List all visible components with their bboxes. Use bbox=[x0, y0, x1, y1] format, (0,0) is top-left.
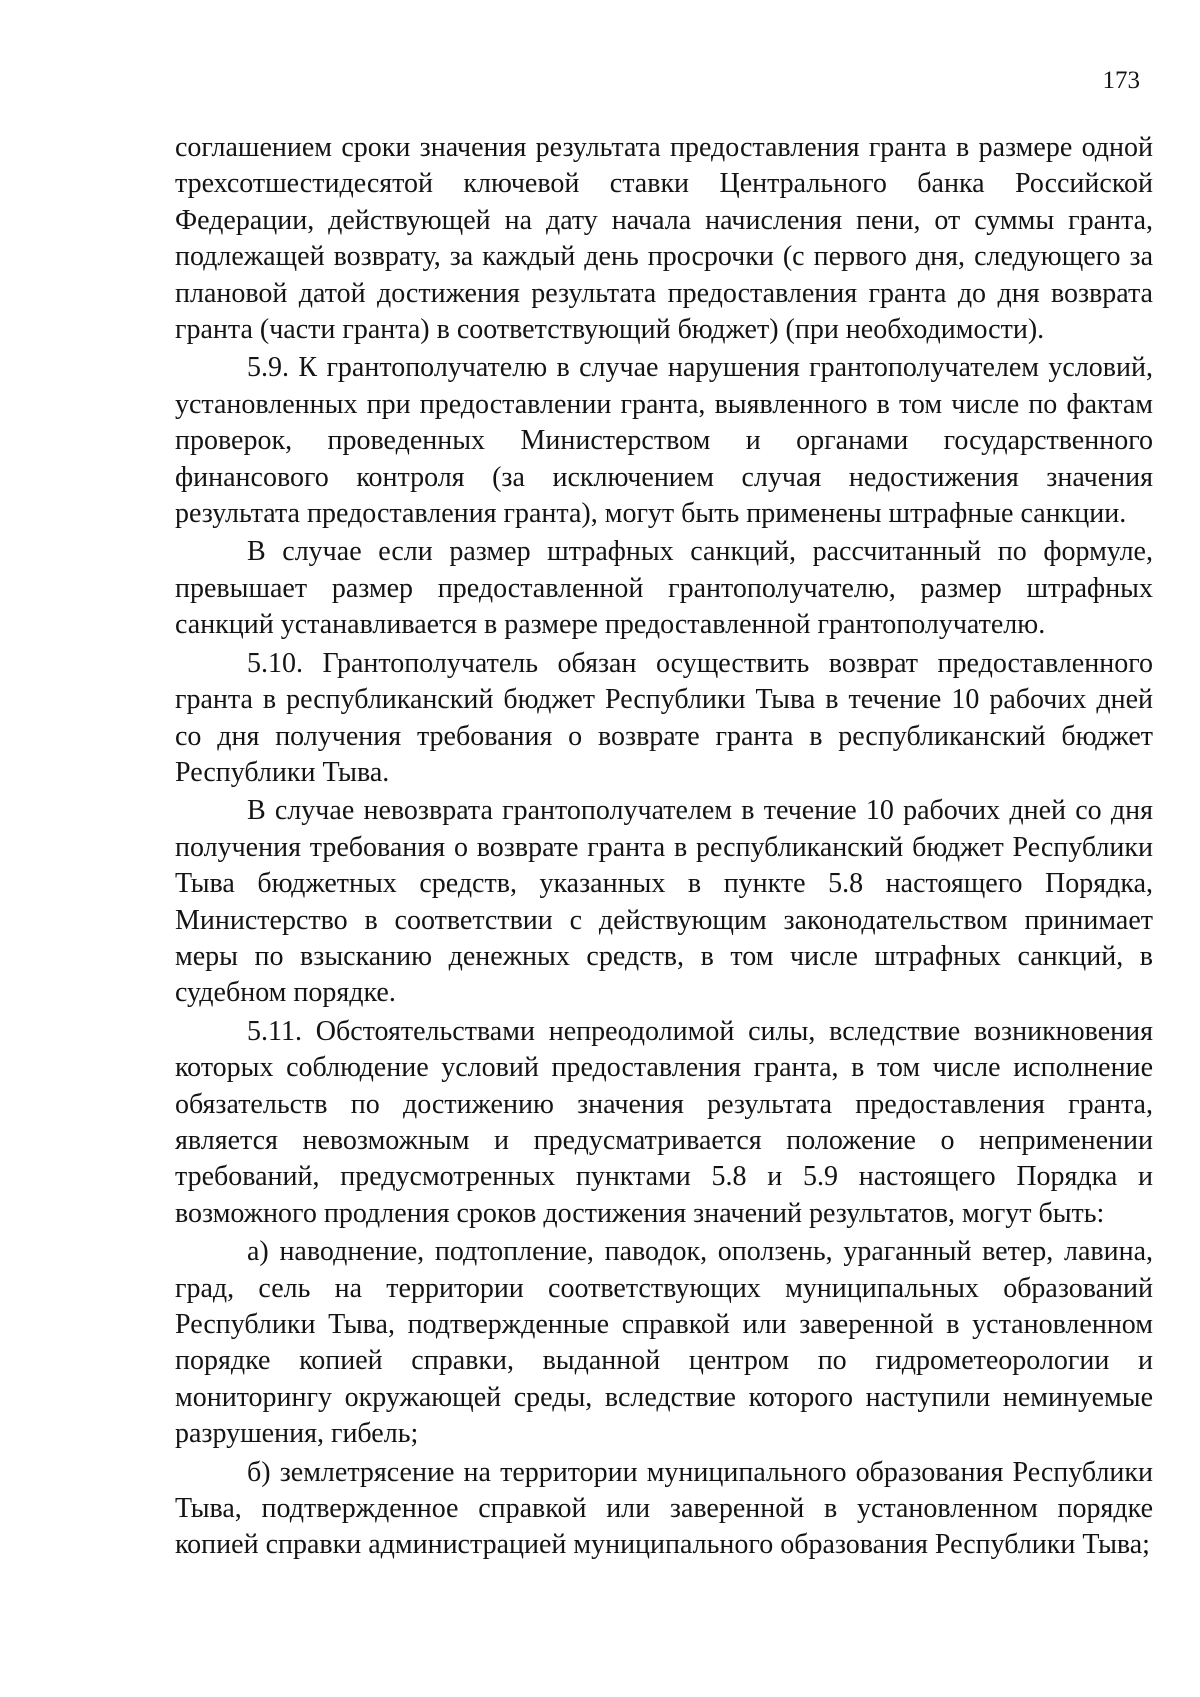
document-body bbox=[175, 130, 1153, 1564]
paragraph-5-10: 5.10. Грантополучатель обязан осуществить возврат предоставленного гранта в республиканский бюджет Республики Тыва в течение 10 рабочих дней со дня получения требования о возврате гранта в республиканский бюджет Республики Тыва. bbox=[175, 647, 1153, 788]
paragraph-penalty-excess: В случае если размер штрафных санкций, рассчитанный по формуле, превышает размер предоставленной грантополучателю, размер штрафных санкций устанавливается в размере предоставленной грантополучателю. bbox=[175, 536, 1153, 641]
paragraph-5-9: 5.9. К грантополучателю в случае нарушения грантополучателем условий, установленных при предоставлении гранта, выявленного в том числе по фактам проверок, проведенных Министерством и органами государственного финансового контроля (за исключением случая недостижения значения результата предоставления гранта), могут быть применены штрафные санкции. bbox=[175, 352, 1153, 530]
paragraph-5-11: 5.11. Обстоятельствами непреодолимой силы, вследствие возникновения которых соблюдение условий предоставления гранта, в том числе исполнение обязательств по достижению значения результата предоставления гранта, является невозможным и предусматривается положение о неприменении требований, предусмотренных пунктами 5.8 и 5.9 настоящего Порядка и возможного продления сроков достижения значений результатов, могут быть: bbox=[175, 1015, 1153, 1229]
page-number: 173 bbox=[1102, 67, 1140, 94]
list-item-b: б) землетрясение на территории муниципального образования Республики Тыва, подтвержденное справкой или заверенной в установленном порядке копией справки администрацией муниципального образования Республики Тыва; bbox=[175, 1456, 1153, 1561]
paragraph-continuation: соглашением сроки значения результата предоставления гранта в размере одной трехсотшестидесятой ключевой ставки Центрального банка Российской Федерации, действующей на дату начала начисления пени, от суммы гранта, подлежащей возврату, за каждый день просрочки (с первого дня, следующего за плановой датой достижения результата предоставления гранта до дня возврата гранта (части гранта) в соответствующий бюджет) (при необходимости). bbox=[175, 132, 1153, 346]
list-item-a: а) наводнение, подтопление, паводок, оползень, ураганный ветер, лавина, град, сель на территории соответствующих муниципальных образований Республики Тыва, подтвержденные справкой или заверенной в установленном порядке копией справки, выданной центром по гидрометеорологии и мониторингу окружающей среды, вследствие которого наступили неминуемые разрушения, гибель; bbox=[175, 1236, 1153, 1450]
paragraph-non-return: В случае невозврата грантополучателем в течение 10 рабочих дней со дня получения требования о возврате гранта в республиканский бюджет Республики Тыва бюджетных средств, указанных в пункте 5.8 настоящего Порядка, Министерство в соответствии с действующим законодательством принимает меры по взысканию денежных средств, в том числе штрафных санкций, в судебном порядке. bbox=[175, 795, 1153, 1009]
